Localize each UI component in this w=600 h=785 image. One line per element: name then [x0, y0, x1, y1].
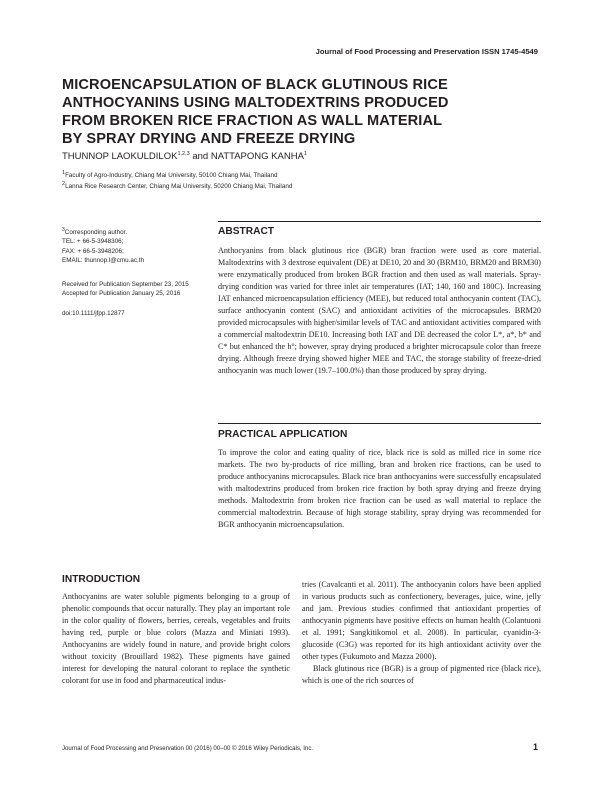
- affiliation: [62, 170, 278, 179]
- affiliation-text: Lanna Rice Research Center, Chiang Mai University, 50200 Chiang Mai, Thailand: [65, 183, 293, 191]
- article-title: [62, 76, 542, 148]
- author-conjunction: and: [189, 151, 211, 163]
- journal-header: Journal of Food Processing and Preservation ISSN 1745-4549: [315, 47, 538, 56]
- page-number: 1: [532, 742, 538, 752]
- abstract-text: Anthocyanins from black glutinous rice (BGR) bran fraction were used as core material. Maltodextrins with 3 dextrose equivalent (DE) at DE10, 20 and 30 (BRM10, BRM20 and BRM30) were enzymatically produced from broken BGR fraction and then used as wall materials. Spray-drying condition was varied for three inlet air temperatures (IAT; 140, 160 and 180C). Increasing IAT enhanced microencapsulation efficiency (MEE), but reduced total anthocyanin content (TAC), surface anthocyanin content (SAC) and antioxidant activities of the microcapsules. BRM20 provided microcapsules with higher/similar levels of TAC and antioxidant activities compared with a commercial maltodextrin DE10. Increasing both IAT and DE decreased the color L*, a*, b* and C* but enhanced the h°; however, spray drying produced a brighter microcapsule color than freeze drying. Although freeze drying showed higher MEE and TAC, the storage stability of freeze-dried anthocyanin was much lower (19.7–100.0%) than those produced by spray drying.: [218, 246, 541, 376]
- footer-citation: Journal of Food Processing and Preservation 00 (2016) 00–00 © 2016 Wiley Periodicals, Inc.: [62, 745, 314, 752]
- practical-application-heading: PRACTICAL APPLICATION: [218, 429, 348, 440]
- abstract-heading: ABSTRACT: [218, 226, 275, 237]
- affiliation-mark: 1: [62, 170, 66, 176]
- affiliation-mark: 2: [62, 181, 66, 187]
- introduction-paragraph: tries (Cavalcanti et al. 2011). The anthocyanin colors have been applied in various products such as confectionery, beverages, juice, wine, jelly and jam. Previous studies confirmed that antioxidant properties of anthocyanin pigments have positive effects on human health (Colantuoni et al. 1991; Sangkitikomol et al. 2008). In particular, cyanidin-3-glucoside (C3G) was reported for its high antioxidant activity over the other types (Fukumoto and Mazza 2000).: [302, 580, 541, 662]
- title-line: BY SPRAY DRYING AND FREEZE DRYING: [62, 131, 356, 147]
- publication-dates: [62, 280, 207, 299]
- correspondence-block: [62, 226, 207, 265]
- practical-application-text: To improve the color and eating quality of rice, black rice is sold as milled rice in some rice markets. The two by-products of rice milling, bran and broken rice fractions, can be used to produce anthocyanins microcapsules. Black rice bran anthocyanins were successfully encapsulated with maltodextrins produced from broken rice fraction by both spray drying and freeze drying methods. Maltodextrin from broken rice fraction can be used as wall material to replace the commercial maltodextrin. Because of high storage stability, spray drying was recommended for BGR anthocyanin microencapsulation.: [218, 448, 541, 530]
- affiliation: [62, 181, 292, 190]
- introduction-column-2: [302, 579, 541, 687]
- introduction-column-1: Anthocyanins are water soluble pigments belonging to a group of phenolic compounds that occur naturally. They play an important role in the color quality of flowers, berries, cereals, vegetables and fruits having red, purple or blue colors (Mazza and Miniati 1993). Anthocyanins are widely found in nature, and provide bright colors without toxicity (Brouillard 1982). These pigments have gained interest for developing the natural colorant to replace the synthetic colorant for use in food and pharmaceutical indus-: [62, 592, 290, 686]
- accepted-date: Accepted for Publication January 25, 2016: [62, 290, 181, 298]
- correspondence-fax: FAX: + 66-5-3948206;: [62, 247, 124, 255]
- title-line: MICROENCAPSULATION OF BLACK GLUTINOUS RICE: [62, 77, 448, 93]
- author-list: [62, 151, 307, 162]
- correspondence-email: EMAIL: thunnop.l@cmu.ac.th: [62, 256, 144, 264]
- doi[interactable]: doi:10.1111/jfpp.12877: [62, 310, 125, 317]
- received-date: Received for Publication September 23, 2015: [62, 281, 189, 288]
- introduction-heading: INTRODUCTION: [62, 574, 141, 585]
- introduction-paragraph: Black glutinous rice (BGR) is a group of pigmented rice (black rice), which is one of the rich sources of: [302, 664, 541, 686]
- author-name: THUNNOP LAOKULDILOK: [62, 151, 178, 163]
- correspondence-mark: 3: [62, 227, 65, 233]
- practical-application-divider: [218, 423, 541, 424]
- abstract-divider: [218, 221, 541, 222]
- author-affiliation-mark: 1,2,3: [177, 151, 190, 157]
- correspondence-label: Corresponding author.: [64, 229, 128, 237]
- title-line: ANTHOCYANINS USING MALTODEXTRINS PRODUCED: [62, 95, 449, 111]
- title-line: FROM BROKEN RICE FRACTION AS WALL MATERIAL: [62, 113, 443, 129]
- author-affiliation-mark: 1: [303, 151, 307, 157]
- affiliation-text: Faculty of Agro-Industry, Chiang Mai University, 50100 Chiang Mai, Thailand: [65, 172, 278, 180]
- correspondence-tel: TEL: + 66-5-3948306;: [62, 238, 124, 246]
- author-name: NATTAPONG KANHA: [210, 151, 304, 163]
